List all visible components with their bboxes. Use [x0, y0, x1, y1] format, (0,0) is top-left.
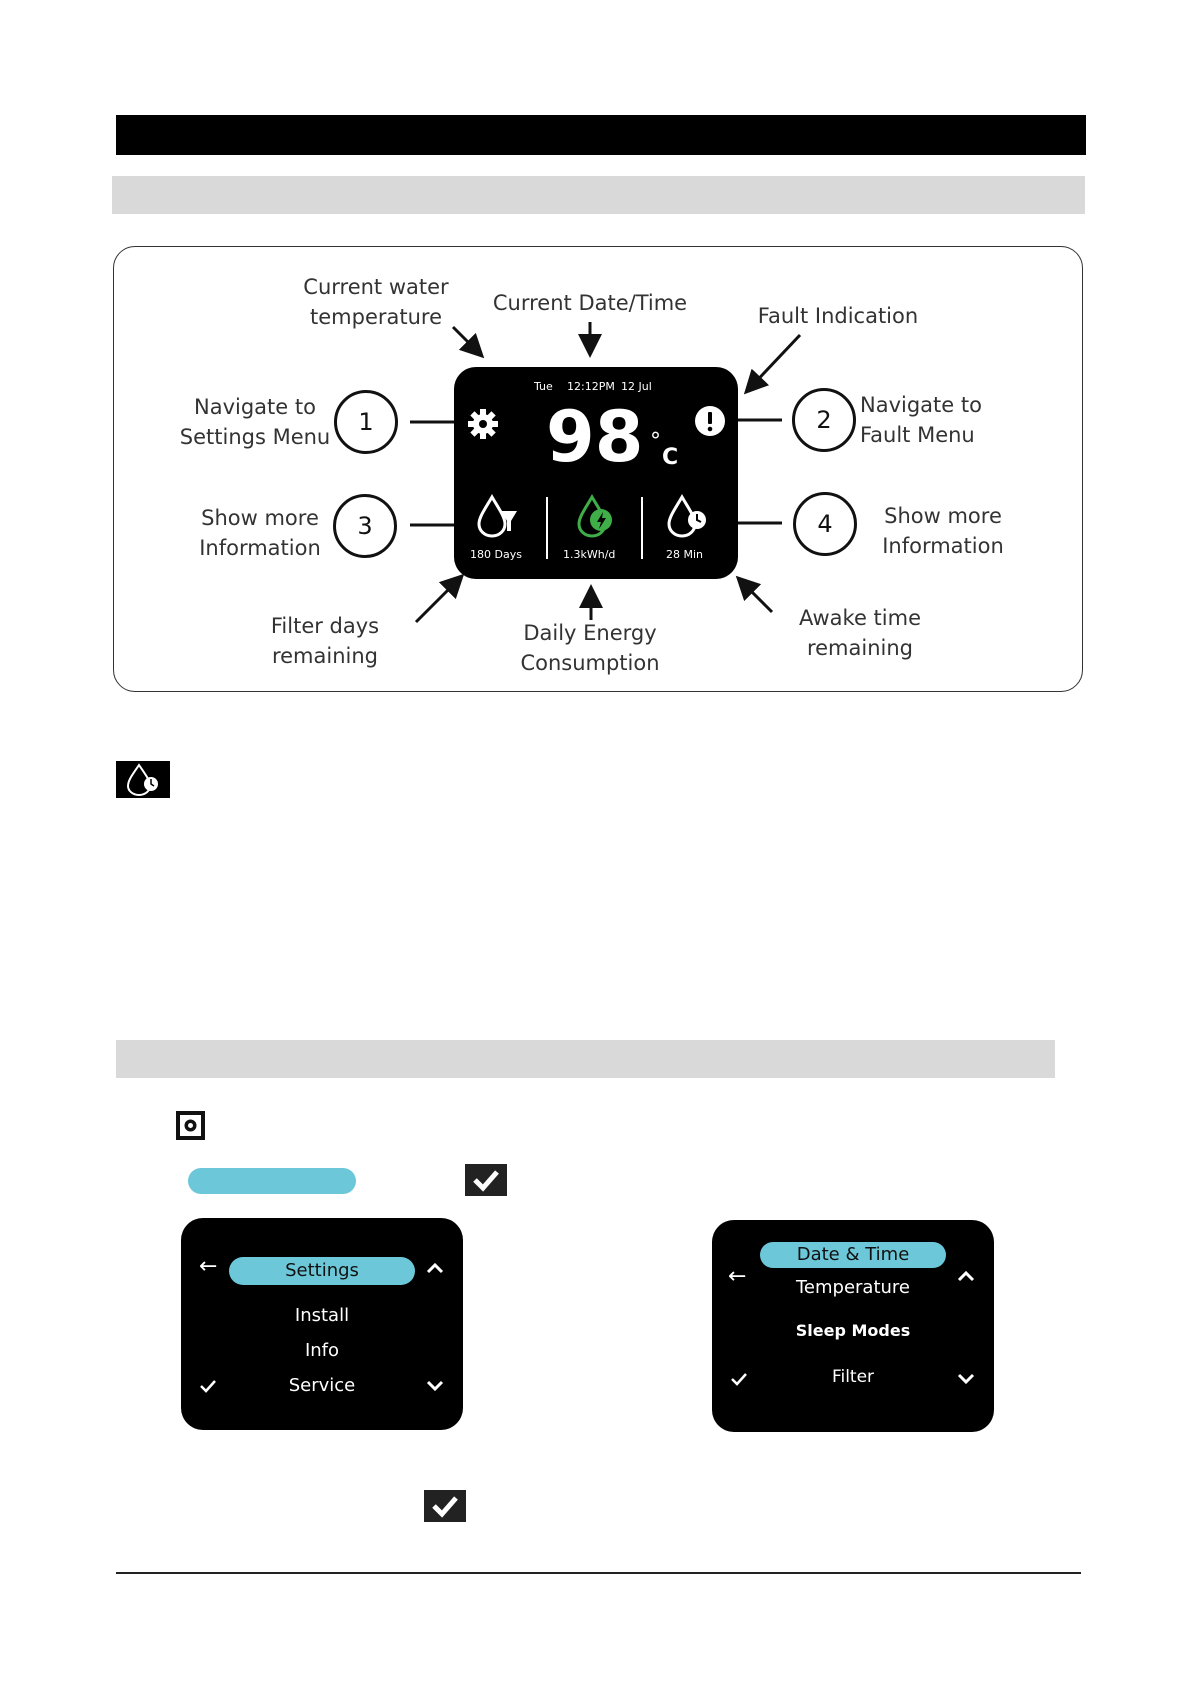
display-separator-2 — [641, 497, 643, 559]
back-arrow-icon[interactable]: ← — [199, 1254, 218, 1279]
water-drop-filter-icon[interactable] — [476, 493, 520, 539]
green-drop-lightning-icon[interactable] — [574, 493, 618, 539]
label-fault-indication: Fault Indication — [757, 304, 919, 328]
water-drop-timer-icon — [116, 761, 170, 798]
menu-item-install[interactable]: Install — [294, 1305, 350, 1326]
checkmark-icon — [465, 1164, 507, 1196]
water-drop-timer-icon[interactable] — [666, 493, 710, 539]
diagram-arrows — [0, 0, 1190, 720]
display-separator-1 — [546, 497, 548, 559]
settings-square-icon — [175, 1110, 206, 1141]
checkmark-icon[interactable] — [199, 1378, 217, 1394]
display-awake-value: 28 Min — [666, 548, 704, 561]
label-show-more-left: Show more Information — [199, 506, 321, 560]
label-current-water-temperature: Current water temperature — [303, 275, 449, 329]
section-band-settings — [116, 1040, 1055, 1078]
circle-3: 3 — [333, 494, 397, 558]
checkmark-button-bottom[interactable] — [424, 1490, 466, 1522]
exclamation-icon[interactable] — [693, 404, 727, 438]
display-unit: C — [662, 445, 679, 470]
checkmark-icon[interactable] — [730, 1371, 748, 1387]
label-filter-days: Filter days remaining — [270, 614, 380, 668]
circle-4: 4 — [793, 492, 857, 556]
main-display-screen — [454, 367, 738, 579]
display-filter-value: 180 Days — [470, 548, 522, 561]
menu-selected-date-time[interactable]: Date & Time — [760, 1242, 946, 1268]
menu-selected-settings[interactable]: Settings — [229, 1257, 415, 1285]
footer-divider — [116, 1572, 1081, 1574]
label-navigate-fault: Navigate to Fault Menu — [860, 393, 982, 447]
label-show-more-right: Show more Information — [882, 504, 1004, 558]
awake-time-icon-box — [116, 761, 170, 798]
display-date: 12 Jul — [621, 380, 652, 393]
gear-icon[interactable] — [466, 407, 500, 441]
menu-item-filter[interactable]: Filter — [831, 1367, 875, 1387]
display-energy-value: 1.3kWh/d — [563, 548, 616, 561]
checkmark-icon — [424, 1490, 466, 1522]
display-temperature: 98 — [546, 396, 644, 478]
settings-menu-screen — [181, 1218, 463, 1430]
display-time: 12:12PM — [567, 380, 615, 393]
menu-item-temperature[interactable]: Temperature — [795, 1277, 911, 1298]
circle-2: 2 — [792, 388, 856, 452]
display-day: Tue — [534, 380, 553, 393]
label-daily-energy: Daily Energy Consumption — [520, 621, 660, 675]
back-arrow-icon[interactable]: ← — [728, 1264, 747, 1289]
selection-pill-sample — [188, 1168, 356, 1194]
menu-item-info[interactable]: Info — [304, 1340, 340, 1361]
chevron-up-icon[interactable] — [426, 1262, 444, 1274]
label-current-date-time: Current Date/Time — [492, 291, 688, 315]
settings-submenu-screen — [712, 1220, 994, 1432]
display-degree: ° — [650, 429, 661, 454]
label-awake-time: Awake time remaining — [798, 606, 921, 660]
menu-item-service[interactable]: Service — [288, 1375, 356, 1396]
chevron-down-icon[interactable] — [957, 1373, 975, 1385]
chevron-down-icon[interactable] — [426, 1380, 444, 1392]
checkmark-button-top[interactable] — [465, 1164, 507, 1196]
circle-1: 1 — [334, 390, 398, 454]
menu-item-sleep-modes[interactable]: Sleep Modes — [795, 1321, 911, 1340]
label-navigate-settings: Navigate to Settings Menu — [179, 395, 331, 449]
